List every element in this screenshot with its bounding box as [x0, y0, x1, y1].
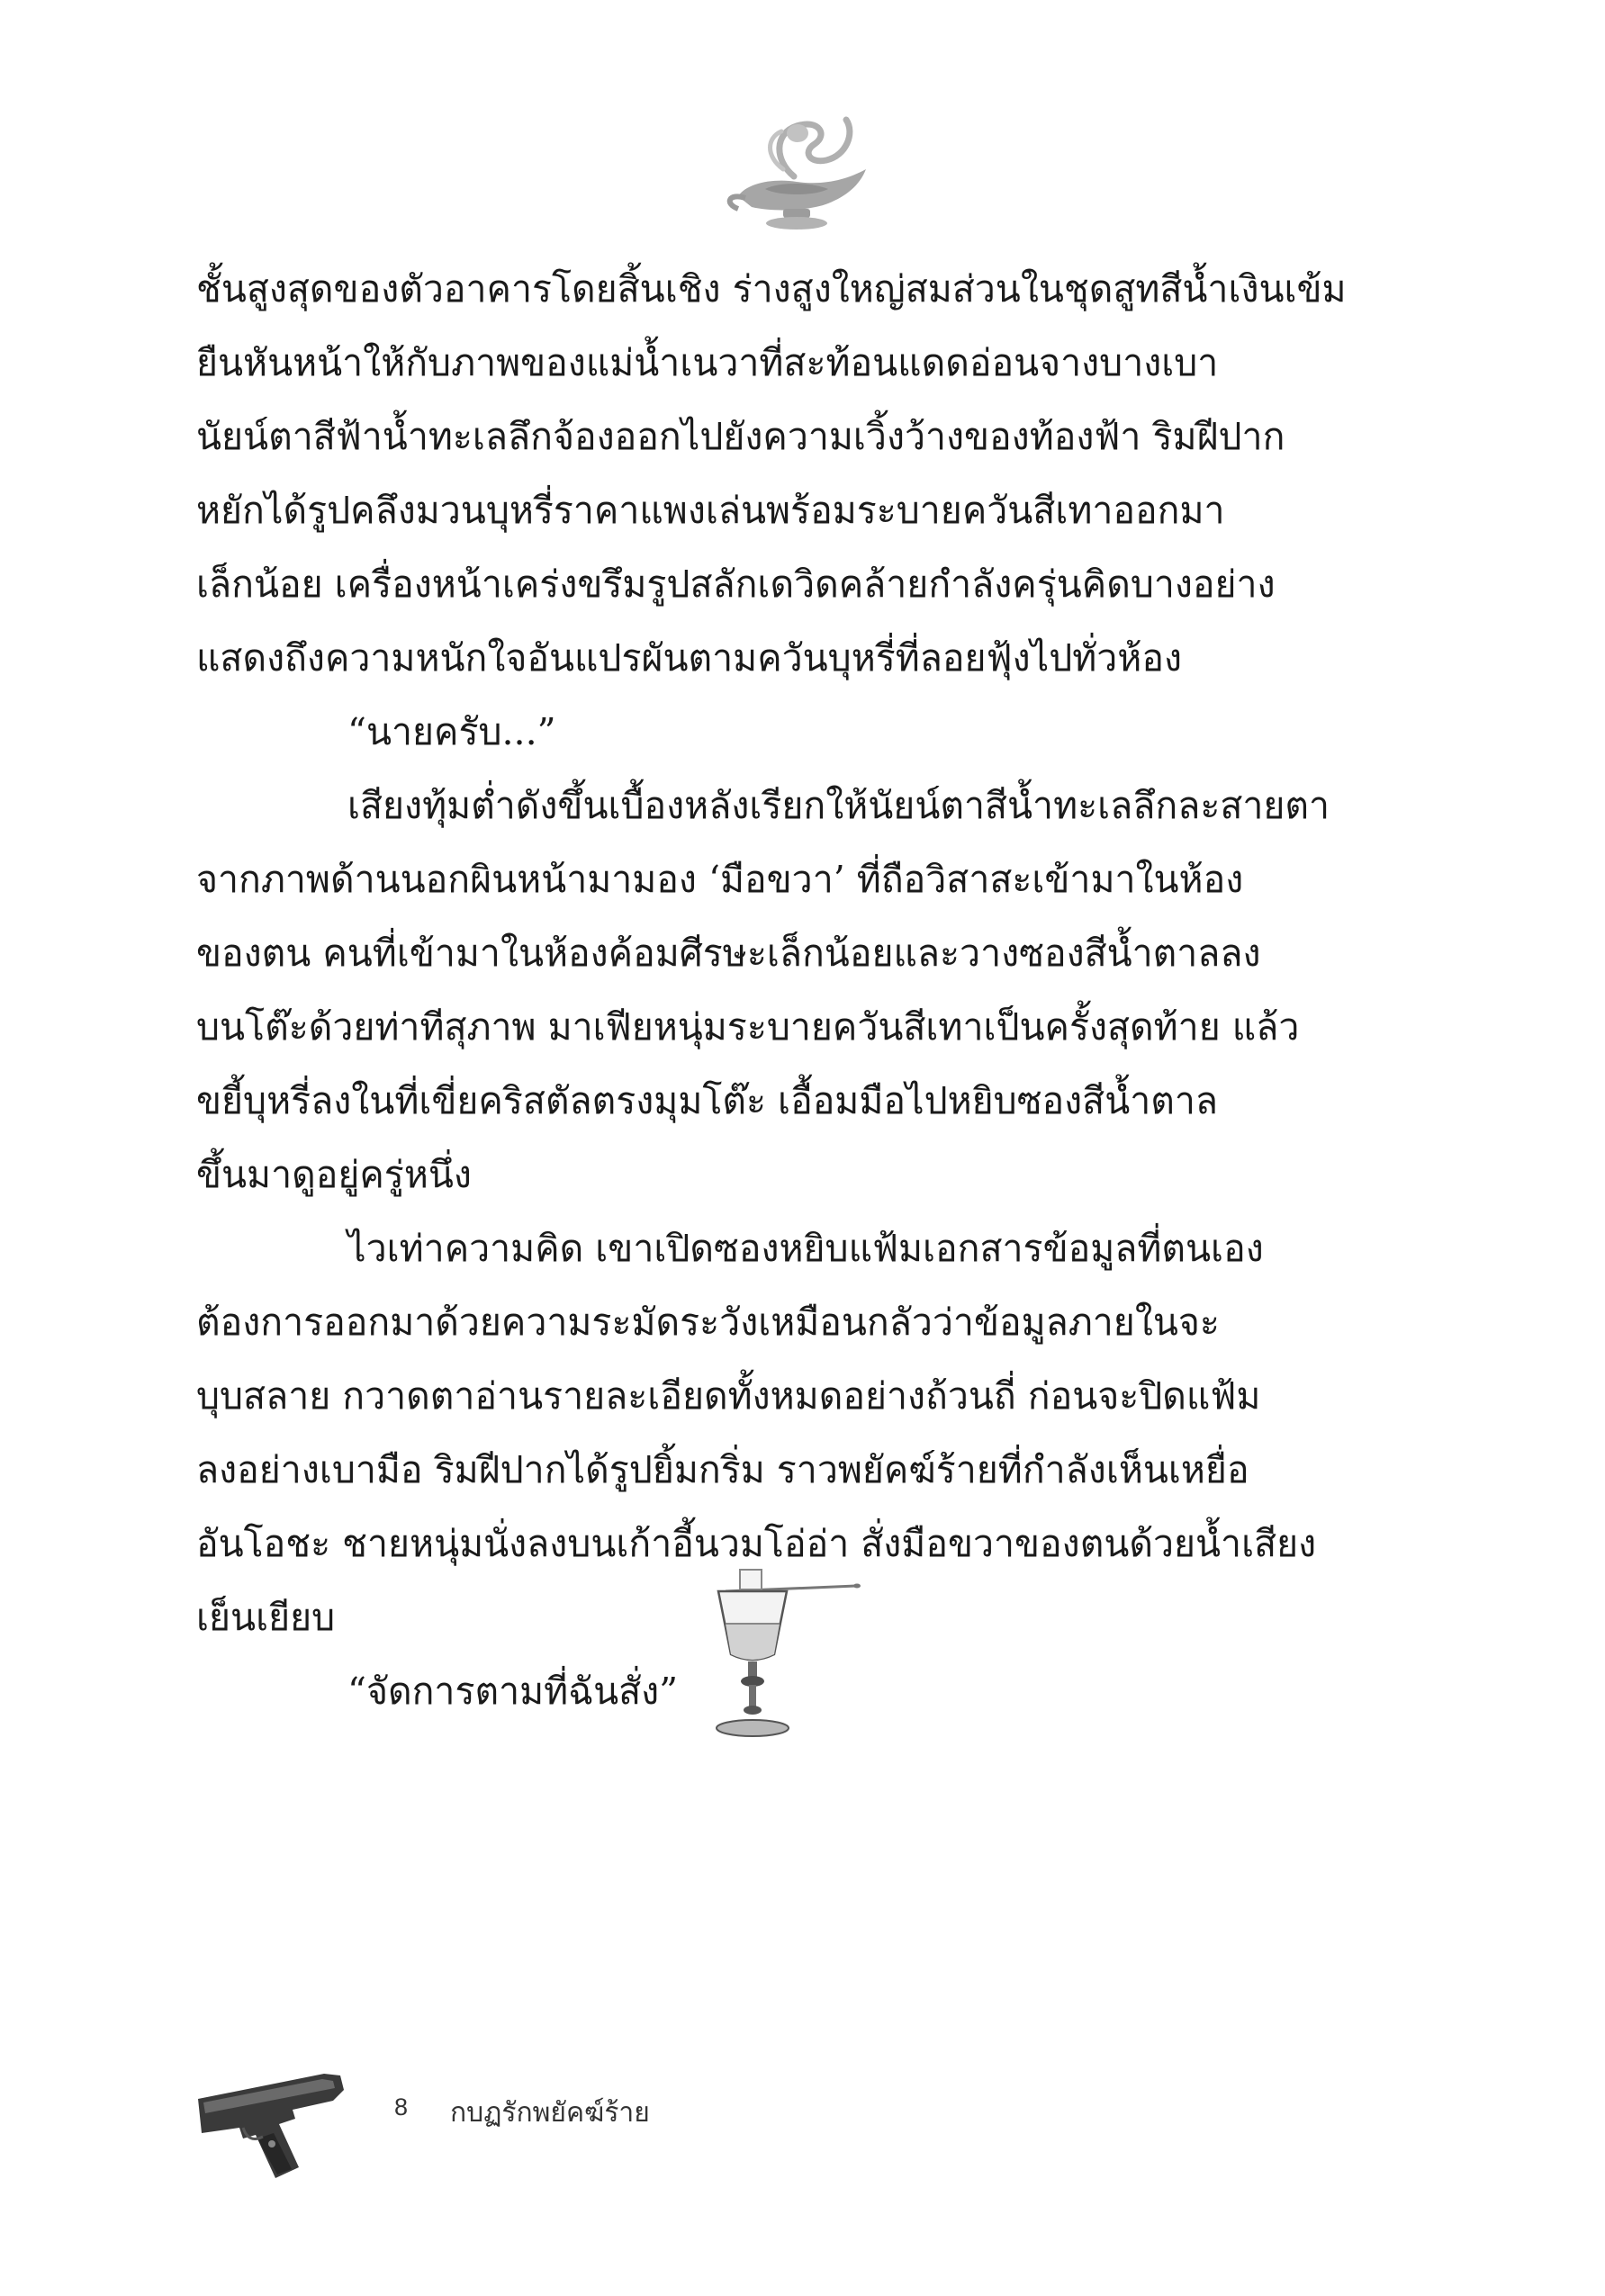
- text-line: แสดงถึงความหนักใจอันแปรผันตามควันบุหรี่ที่ลอยฟุ้งไปทั่วห้อง: [196, 636, 1182, 680]
- body-text: [196, 252, 1374, 1728]
- paragraph: [196, 769, 1374, 1211]
- page-footer: [189, 2061, 819, 2187]
- text-line: บนโต๊ะด้วยท่าทีสุภาพ มาเฟียหนุ่มระบายควันสีเทาเป็นครั้งสุดท้าย แล้ว: [196, 1005, 1300, 1049]
- dialogue-paragraph: [196, 695, 1374, 769]
- text-line: ขยี้บุหรี่ลงในที่เขี่ยคริสตัลตรงมุมโต๊ะ เอื้อมมือไปหยิบซองสีน้ำตาล: [196, 1079, 1219, 1122]
- text-line: บุบสลาย กวาดตาอ่านรายละเอียดทั้งหมดอย่างถ้วนถี่ ก่อนจะปิดแฟ้ม: [196, 1374, 1261, 1418]
- book-title: กบฏรักพยัคฆ์ร้าย: [450, 2098, 650, 2128]
- text-line: นัยน์ตาสีฟ้าน้ำทะเลลึกจ้องออกไปยังความเวิ้งว้างของท้องฟ้า ริมฝีปาก: [196, 415, 1285, 458]
- text-line: ชั้นสูงสุดของตัวอาคารโดยสิ้นเชิง ร่างสูงใหญ่สมส่วนในชุดสูทสีน้ำเงินเข้ม: [196, 267, 1347, 311]
- text-line: ยืนหันหน้าให้กับภาพของแม่น้ำเนวาที่สะท้อนแดดอ่อนจางบางเบา: [196, 341, 1219, 384]
- text-line: ขึ้นมาดูอยู่ครู่หนึ่ง: [196, 1153, 472, 1196]
- text-line: เสียงทุ้มต่ำดังขึ้นเบื้องหลังเรียกให้นัยน์ตาสีน้ำทะเลลึกละสายตา: [347, 784, 1330, 827]
- text-line: อันโอชะ ชายหนุ่มนั่งลงบนเก้าอี้นวมโอ่อ่า สั่งมือขวาของตนด้วยน้ำเสียง: [196, 1522, 1317, 1565]
- text-line: เย็นเยียบ: [196, 1596, 336, 1639]
- text-line: เล็กน้อย เครื่องหน้าเคร่งขรึมรูปสลักเดวิดคล้ายกำลังครุ่นคิดบางอย่าง: [196, 563, 1276, 606]
- pistol-icon: [189, 2061, 369, 2187]
- text-line: “จัดการตามที่ฉันสั่ง”: [347, 1670, 679, 1713]
- text-line: ของตน คนที่เข้ามาในห้องค้อมศีรษะเล็กน้อยและวางซองสีน้ำตาลลง: [196, 932, 1261, 975]
- text-line: จากภาพด้านนอกผินหน้ามามอง ‘มือขวา’ ที่ถือวิสาสะเข้ามาในห้อง: [196, 858, 1244, 901]
- text-line: ลงอย่างเบามือ ริมฝีปากได้รูปยิ้มกริ่ม ราวพยัคฆ์ร้ายที่กำลังเห็นเหยื่อ: [196, 1448, 1249, 1491]
- absinthe-glass-icon: [708, 1564, 861, 1749]
- text-line: ต้องการออกมาด้วยความระมัดระวังเหมือนกลัวว่าข้อมูลภายในจะ: [196, 1301, 1220, 1344]
- text-line: “นายครับ...”: [347, 710, 556, 753]
- text-line: หยักได้รูปคลึงมวนบุหรี่ราคาแพงเล่นพร้อมระบายควันสีเทาออกมา: [196, 489, 1225, 532]
- genie-lamp-icon: [711, 106, 882, 237]
- page-number: 8: [394, 2093, 409, 2120]
- paragraph: [196, 252, 1374, 695]
- text-line: ไวเท่าความคิด เขาเปิดซองหยิบแฟ้มเอกสารข้อมูลที่ตนเอง: [347, 1227, 1264, 1270]
